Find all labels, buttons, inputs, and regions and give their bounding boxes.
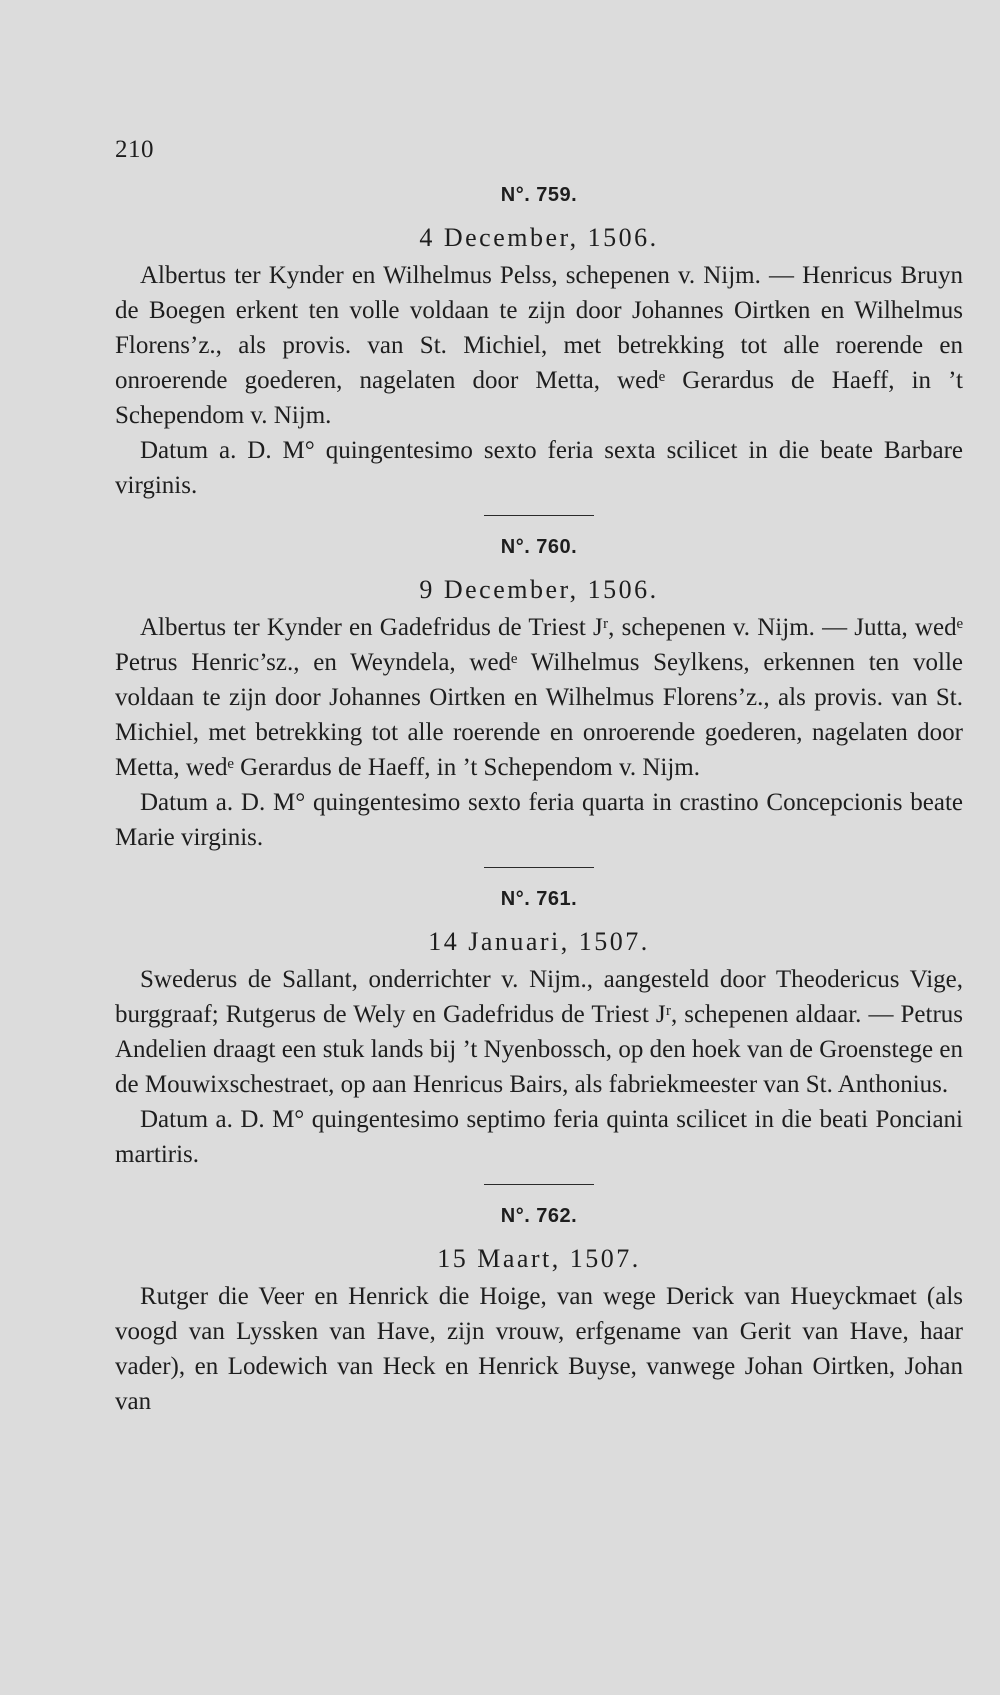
entry-datum: Datum a. D. M° quingentesimo sexto feria sexta scilicet in die beate Barbare virginis. bbox=[115, 437, 963, 499]
entry-number: N°. 762. bbox=[500, 1205, 578, 1227]
entry-date: 14 Januari, 1507. bbox=[428, 927, 650, 956]
entry-761 bbox=[115, 886, 963, 1172]
entry-date: 15 Maart, 1507. bbox=[437, 1244, 641, 1273]
section-divider bbox=[484, 867, 594, 868]
entry-datum: Datum a. D. M° quingentesimo septimo feria quinta scilicet in die beati Ponciani martiris. bbox=[115, 1106, 963, 1168]
entry-759 bbox=[115, 182, 963, 503]
entry-date: 9 December, 1506. bbox=[419, 575, 659, 604]
entry-body bbox=[115, 258, 963, 503]
entry-paragraph: Albertus ter Kynder en Wilhelmus Pelss, schepenen v. Nijm. — Henricus Bruyn de Boegen erkent ten volle voldaan te zijn door Johannes Oirtken en Wilhelmus Florens’z., als provis. van St. Michiel, met betrekking tot alle roerende en onroerende goederen, nagelaten door Metta, wedᵉ Gerardus de Haeff, in ’t Schependom v. Nijm. bbox=[115, 262, 963, 429]
entry-date: 4 December, 1506. bbox=[419, 223, 659, 252]
entry-number: N°. 759. bbox=[500, 184, 578, 206]
entry-datum: Datum a. D. M° quingentesimo sexto feria quarta in crastino Concepcionis beate Marie virginis. bbox=[115, 789, 963, 851]
entry-paragraph: Swederus de Sallant, onderrichter v. Nijm., aangesteld door Theodericus Vige, burggraaf; Rutgerus de Wely en Gadefridus de Triest Jʳ, schepenen aldaar. — Petrus Andelien draagt een stuk lands bij ’t Nyenbossch, op den hoek van de Groenstege en de Mouwixschestraet, op aan Henricus Bairs, als fabriekmeester van St. Anthonius. bbox=[115, 966, 963, 1098]
entry-body bbox=[115, 962, 963, 1172]
text-column bbox=[115, 182, 963, 1419]
entry-body bbox=[115, 1279, 963, 1419]
entry-number: N°. 761. bbox=[500, 888, 578, 910]
page-number: 210 bbox=[115, 136, 154, 163]
entry-body bbox=[115, 610, 963, 855]
section-divider bbox=[484, 515, 594, 516]
section-divider bbox=[484, 1184, 594, 1185]
entry-number: N°. 760. bbox=[500, 536, 578, 558]
entry-paragraph: Rutger die Veer en Henrick die Hoige, van wege Derick van Hueyckmaet (als voogd van Lyssken van Have, zijn vrouw, erfgename van Gerit van Have, haar vader), en Lodewich van Heck en Henrick Buyse, vanwege Johan Oirtken, Johan van bbox=[115, 1283, 963, 1415]
entry-760 bbox=[115, 534, 963, 855]
entry-762 bbox=[115, 1203, 963, 1419]
entry-paragraph: Albertus ter Kynder en Gadefridus de Triest Jʳ, schepenen v. Nijm. — Jutta, wedᵉ Petrus Henric’sz., en Weyndela, wedᵉ Wilhelmus Seylkens, erkennen ten volle voldaan te zijn door Johannes Oirtken en Wilhelmus Florens’z., als provis. van St. Michiel, met betrekking tot alle roerende en onroerende goederen, nagelaten door Metta, wedᵉ Gerardus de Haeff, in ’t Schependom v. Nijm. bbox=[115, 614, 963, 781]
